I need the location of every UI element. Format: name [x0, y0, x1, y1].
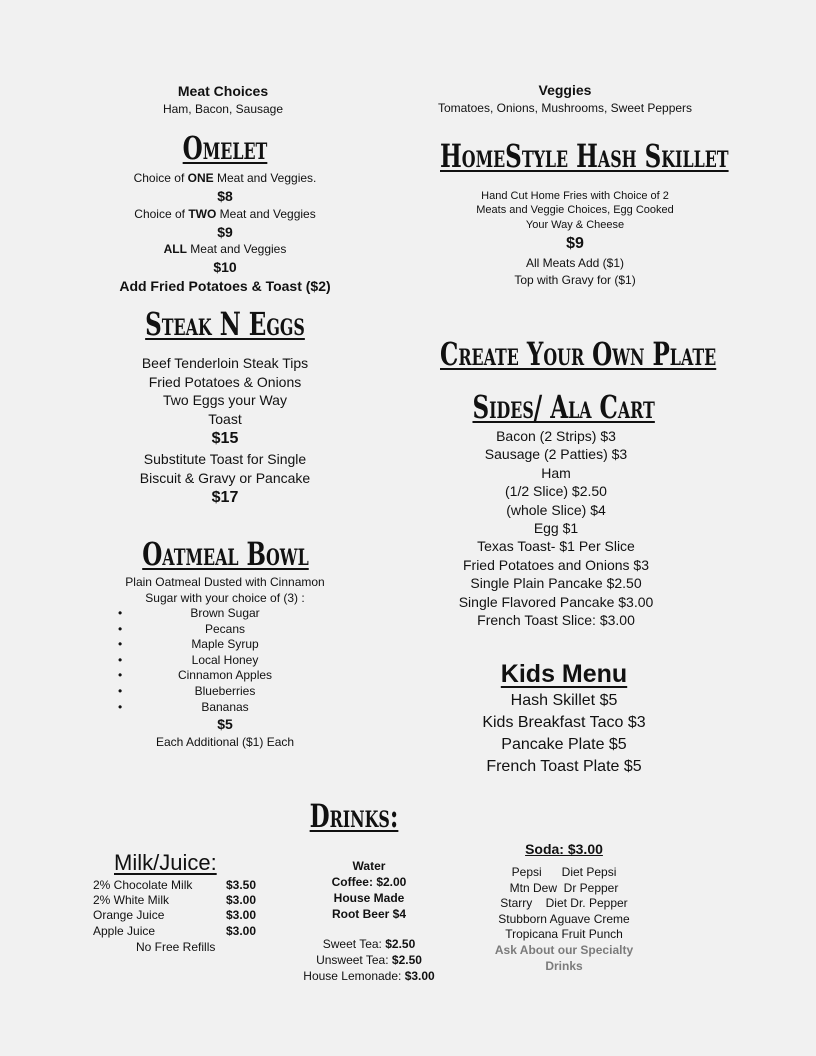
- side-item: Single Plain Pancake $2.50: [470, 575, 642, 592]
- soda-item: Pepsi Diet Pepsi: [511, 865, 617, 879]
- hash-skillet-desc-1: Hand Cut Home Fries with Choice of 2: [481, 190, 669, 202]
- side-item: Sausage (2 Patties) $3: [484, 446, 628, 463]
- sides-list: [440, 427, 672, 629]
- water-label: Water: [352, 859, 386, 873]
- kids-menu-item: Pancake Plate $5: [501, 736, 627, 753]
- soda-item: Stubborn Aguave Creme: [498, 911, 630, 926]
- milk-juice-row: [93, 878, 293, 893]
- kids-menu-item: Hash Skillet $5: [510, 692, 618, 709]
- omelet-addon: Add Fried Potatoes & Toast ($2): [119, 277, 331, 294]
- drink-name: Orange Juice: [93, 908, 165, 923]
- side-item: Bacon (2 Strips) $3: [496, 428, 616, 444]
- milk-juice-rows: [93, 878, 293, 939]
- steak-eggs-sub-2: Biscuit & Gravy or Pancake: [139, 469, 311, 486]
- steak-eggs-line-4: Toast: [208, 410, 242, 427]
- oatmeal-section: [110, 534, 340, 751]
- sides-title: Sides/ Ala Cart: [472, 388, 655, 426]
- steak-eggs-price-2: $17: [211, 489, 239, 506]
- soda-specialty-1: Ask About our Specialty: [494, 942, 634, 957]
- sides-section: [440, 387, 672, 629]
- oatmeal-toppings-list: [110, 606, 340, 715]
- steak-eggs-line-3: Two Eggs your Way: [163, 392, 287, 408]
- kids-menu-list: [450, 690, 678, 778]
- side-item: French Toast Slice: $3.00: [477, 612, 635, 629]
- oatmeal-topping: • Cinnamon Apples: [110, 668, 340, 684]
- hash-skillet-title-wrap: [440, 136, 729, 176]
- veggies-section: [420, 81, 710, 117]
- steak-eggs-line-1: Beef Tenderloin Steak Tips: [141, 355, 309, 371]
- omelet-price-all: $10: [213, 259, 237, 275]
- root-beer-line: Root Beer $4: [331, 907, 407, 921]
- meat-choices-section: [108, 82, 338, 118]
- side-item: Egg $1: [533, 520, 579, 537]
- omelet-line-one: Choice of ONE Meat and Veggies.: [133, 171, 317, 185]
- lemonade-line: House Lemonade: $3.00: [303, 969, 435, 983]
- hash-skillet-add-gravy: Top with Gravy for ($1): [514, 273, 636, 288]
- house-made-label: House Made: [333, 891, 405, 905]
- side-item: Fried Potatoes and Onions $3: [462, 556, 649, 573]
- drink-price: $3.00: [226, 908, 257, 923]
- sweet-tea-line: Sweet Tea: $2.50: [322, 937, 416, 951]
- hash-skillet-desc-2: Meats and Veggie Choices, Egg Cooked: [476, 204, 674, 217]
- omelet-line-two: Choice of TWO Meat and Veggies: [134, 206, 316, 221]
- drinks-title: Drinks:: [309, 797, 399, 835]
- side-item: Ham: [541, 464, 571, 481]
- steak-eggs-line-2: Fried Potatoes & Onions: [148, 373, 302, 390]
- kids-menu-item: French Toast Plate $5: [486, 758, 642, 775]
- create-plate-title: Create Your Own Plate: [440, 335, 717, 373]
- steak-eggs-title: Steak N Eggs: [145, 305, 305, 343]
- milk-juice-row: [93, 924, 293, 939]
- oatmeal-topping: • Blueberries: [110, 684, 340, 700]
- soda-item: Mtn Dew Dr Pepper: [509, 880, 619, 895]
- soda-item: Starry Diet Dr. Pepper: [500, 896, 628, 911]
- drink-price: $3.00: [226, 893, 257, 908]
- veggies-list: Tomatoes, Onions, Mushrooms, Sweet Peppers: [437, 100, 693, 115]
- meat-choices-title: Meat Choices: [177, 83, 269, 99]
- soda-section: [486, 840, 642, 974]
- omelet-price-two: $9: [217, 223, 233, 240]
- oatmeal-topping: • Bananas: [110, 700, 340, 716]
- soda-list: [486, 865, 642, 943]
- drink-name: 2% Chocolate Milk: [93, 878, 193, 892]
- drink-price: $3.00: [226, 923, 257, 938]
- milk-juice-note: No Free Refills: [136, 939, 216, 954]
- meat-choices-list: Ham, Bacon, Sausage: [162, 101, 284, 116]
- hash-skillet-desc-3: Your Way & Cheese: [525, 218, 625, 231]
- oatmeal-title: Oatmeal Bowl: [142, 535, 309, 573]
- oatmeal-price: $5: [217, 716, 233, 733]
- milk-juice-section: [93, 848, 293, 955]
- drink-price: $3.50: [226, 878, 257, 892]
- side-item: Single Flavored Pancake $3.00: [458, 593, 654, 610]
- veggies-title: Veggies: [538, 82, 592, 98]
- hash-skillet-add-meats: All Meats Add ($1): [525, 256, 625, 271]
- milk-juice-row: [93, 893, 293, 908]
- oatmeal-topping: • Local Honey: [110, 653, 340, 669]
- side-item: Texas Toast- $1 Per Slice: [477, 538, 635, 555]
- kids-menu-title: Kids Menu: [500, 660, 628, 688]
- hash-skillet-title: HomeStyle Hash Skillet: [440, 137, 729, 175]
- oatmeal-additional: Each Additional ($1) Each: [155, 735, 295, 750]
- oatmeal-desc-1: Plain Oatmeal Dusted with Cinnamon: [125, 575, 325, 589]
- steak-eggs-sub-1: Substitute Toast for Single: [143, 451, 307, 467]
- oatmeal-topping: • Pecans: [110, 622, 340, 638]
- soda-specialty-2: Drinks: [545, 958, 583, 973]
- milk-juice-row: [93, 908, 293, 923]
- coffee-line: Coffee: $2.00: [331, 875, 407, 889]
- steak-eggs-price-1: $15: [211, 430, 239, 447]
- drinks-title-wrap: [274, 796, 434, 836]
- unsweet-tea-line: Unsweet Tea: $2.50: [316, 953, 422, 967]
- milk-juice-title: Milk/Juice:: [114, 850, 217, 875]
- omelet-price-one: $8: [217, 188, 233, 204]
- steak-eggs-section: [94, 304, 356, 509]
- drink-name: Apple Juice: [93, 923, 156, 938]
- drink-name: 2% White Milk: [93, 893, 170, 908]
- omelet-title: Omelet: [182, 129, 268, 167]
- side-item: (1/2 Slice) $2.50: [505, 483, 607, 500]
- hash-skillet-section: [440, 189, 710, 289]
- center-drinks-section: [294, 858, 444, 984]
- kids-menu-item: Kids Breakfast Taco $3: [482, 714, 646, 731]
- soda-item: Tropicana Fruit Punch: [505, 927, 623, 942]
- oatmeal-desc-2: Sugar with your choice of (3) :: [145, 591, 305, 605]
- create-plate-wrap: [440, 334, 717, 374]
- side-item: (whole Slice) $4: [506, 501, 606, 518]
- oatmeal-topping: • Maple Syrup: [110, 637, 340, 653]
- hash-skillet-price: $9: [566, 235, 584, 253]
- omelet-section: [94, 128, 356, 295]
- kids-menu-section: [450, 658, 678, 778]
- soda-title: Soda: $3.00: [525, 841, 603, 857]
- omelet-line-all: ALL Meat and Veggies: [163, 242, 287, 256]
- oatmeal-topping: • Brown Sugar: [110, 606, 340, 622]
